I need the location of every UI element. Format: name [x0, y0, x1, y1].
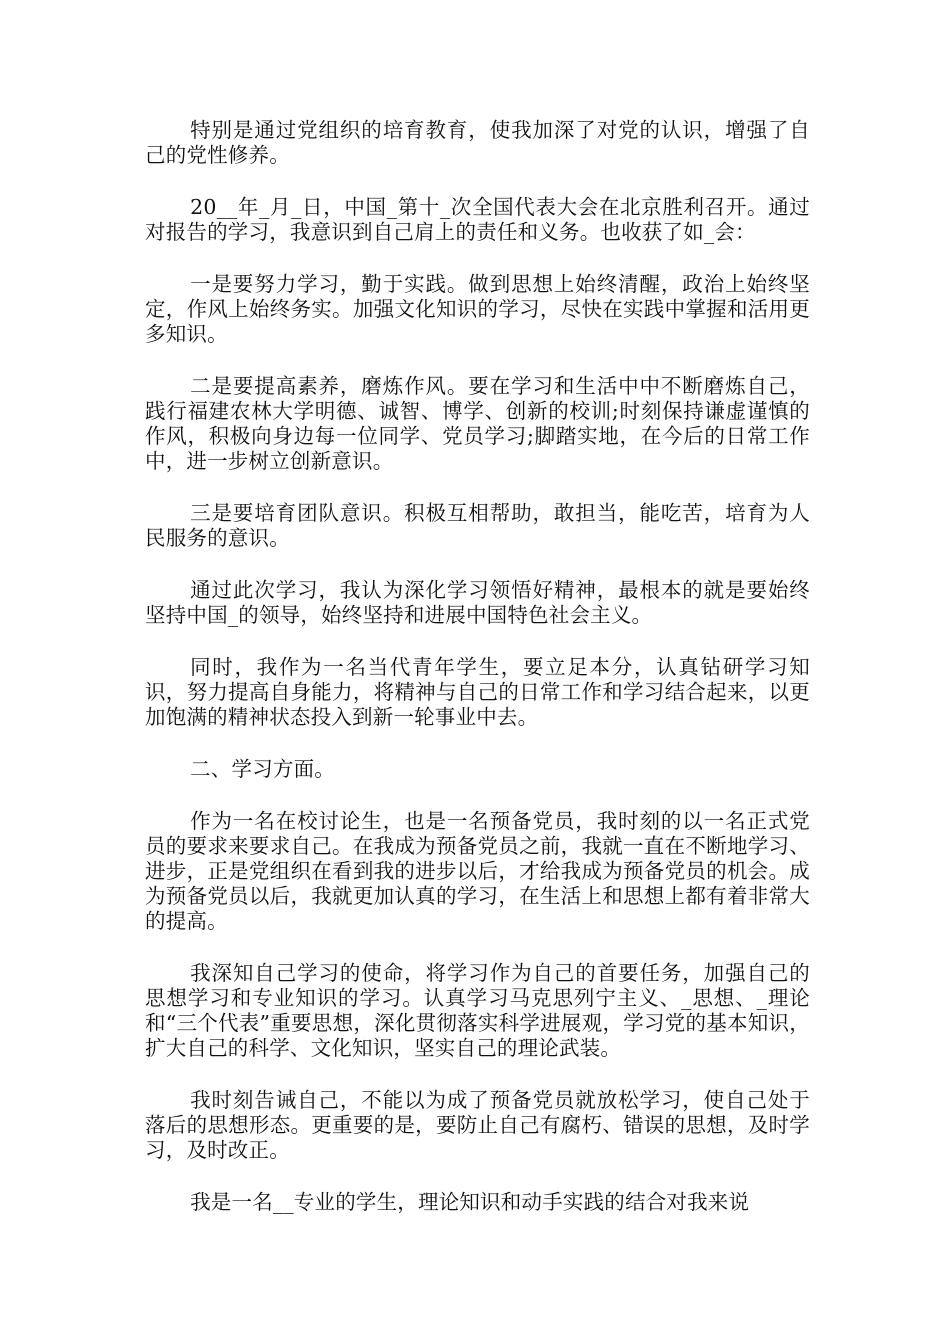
paragraph: 一是要努力学习，勤于实践。做到思想上始终清醒，政治上始终坚定，作风上始终务实。加强文化知识的学习，尽快在实践中掌握和活用更多知识。	[145, 272, 810, 346]
paragraph: 20__年_月_日，中国_第十_次全国代表大会在北京胜利召开。通过对报告的学习，我意识到自己肩上的责任和义务。也收获了如_会：	[145, 195, 810, 244]
paragraph: 通过此次学习，我认为深化学习领悟好精神，最根本的就是要始终坚持中国_的领导，始终坚持和进展中国特色社会主义。	[145, 578, 810, 627]
section-heading: 二、学习方面。	[190, 757, 335, 781]
document-body	[145, 118, 810, 1242]
paragraph: 特别是通过党组织的培育教育，使我加深了对党的认识，增强了自己的党性修养。	[145, 118, 810, 167]
paragraph: 作为一名在校讨论生，也是一名预备党员，我时刻的以一名正式党员的要求来要求自己。在我成为预备党员之前，我就一直在不断地学习、进步，正是党组织在看到我的进步以后，才给我成为预备党员的机会。成为预备党员以后，我就更加认真的学习，在生活上和思想上都有着非常大的提高。	[145, 809, 810, 933]
paragraph: 三是要培育团队意识。积极互相帮助，敢担当，能吃苦，培育为人民服务的意识。	[145, 501, 810, 550]
paragraph: 二是要提高素养，磨炼作风。要在学习和生活中中不断磨炼自己，践行福建农林大学明德、诚智、博学、创新的校训;时刻保持谦虚谨慎的作风，积极向身边每一位同学、党员学习;脚踏实地，在今后的日常工作中，进一步树立创新意识。	[145, 374, 810, 473]
paragraph: 我深知自己学习的使命，将学习作为自己的首要任务，加强自己的思想学习和专业知识的学习。认真学习马克思列宁主义、_思想、_理论和“三个代表”重要思想，深化贯彻落实科学进展观，学习党的基本知识，扩大自己的科学、文化知识，坚实自己的理论武装。	[145, 961, 810, 1060]
paragraph: 同时，我作为一名当代青年学生，要立足本分，认真钻研学习知识，努力提高自身能力，将精神与自己的日常工作和学习结合起来，以更加饱满的精神状态投入到新一轮事业中去。	[145, 655, 810, 729]
paragraph: 我时刻告诫自己，不能以为成了预备党员就放松学习，使自己处于落后的思想形态。更重要的是，要防止自己有腐朽、错误的思想，及时学习，及时改正。	[145, 1088, 810, 1162]
paragraph: 我是一名__专业的学生，理论知识和动手实践的结合对我来说	[190, 1190, 750, 1214]
